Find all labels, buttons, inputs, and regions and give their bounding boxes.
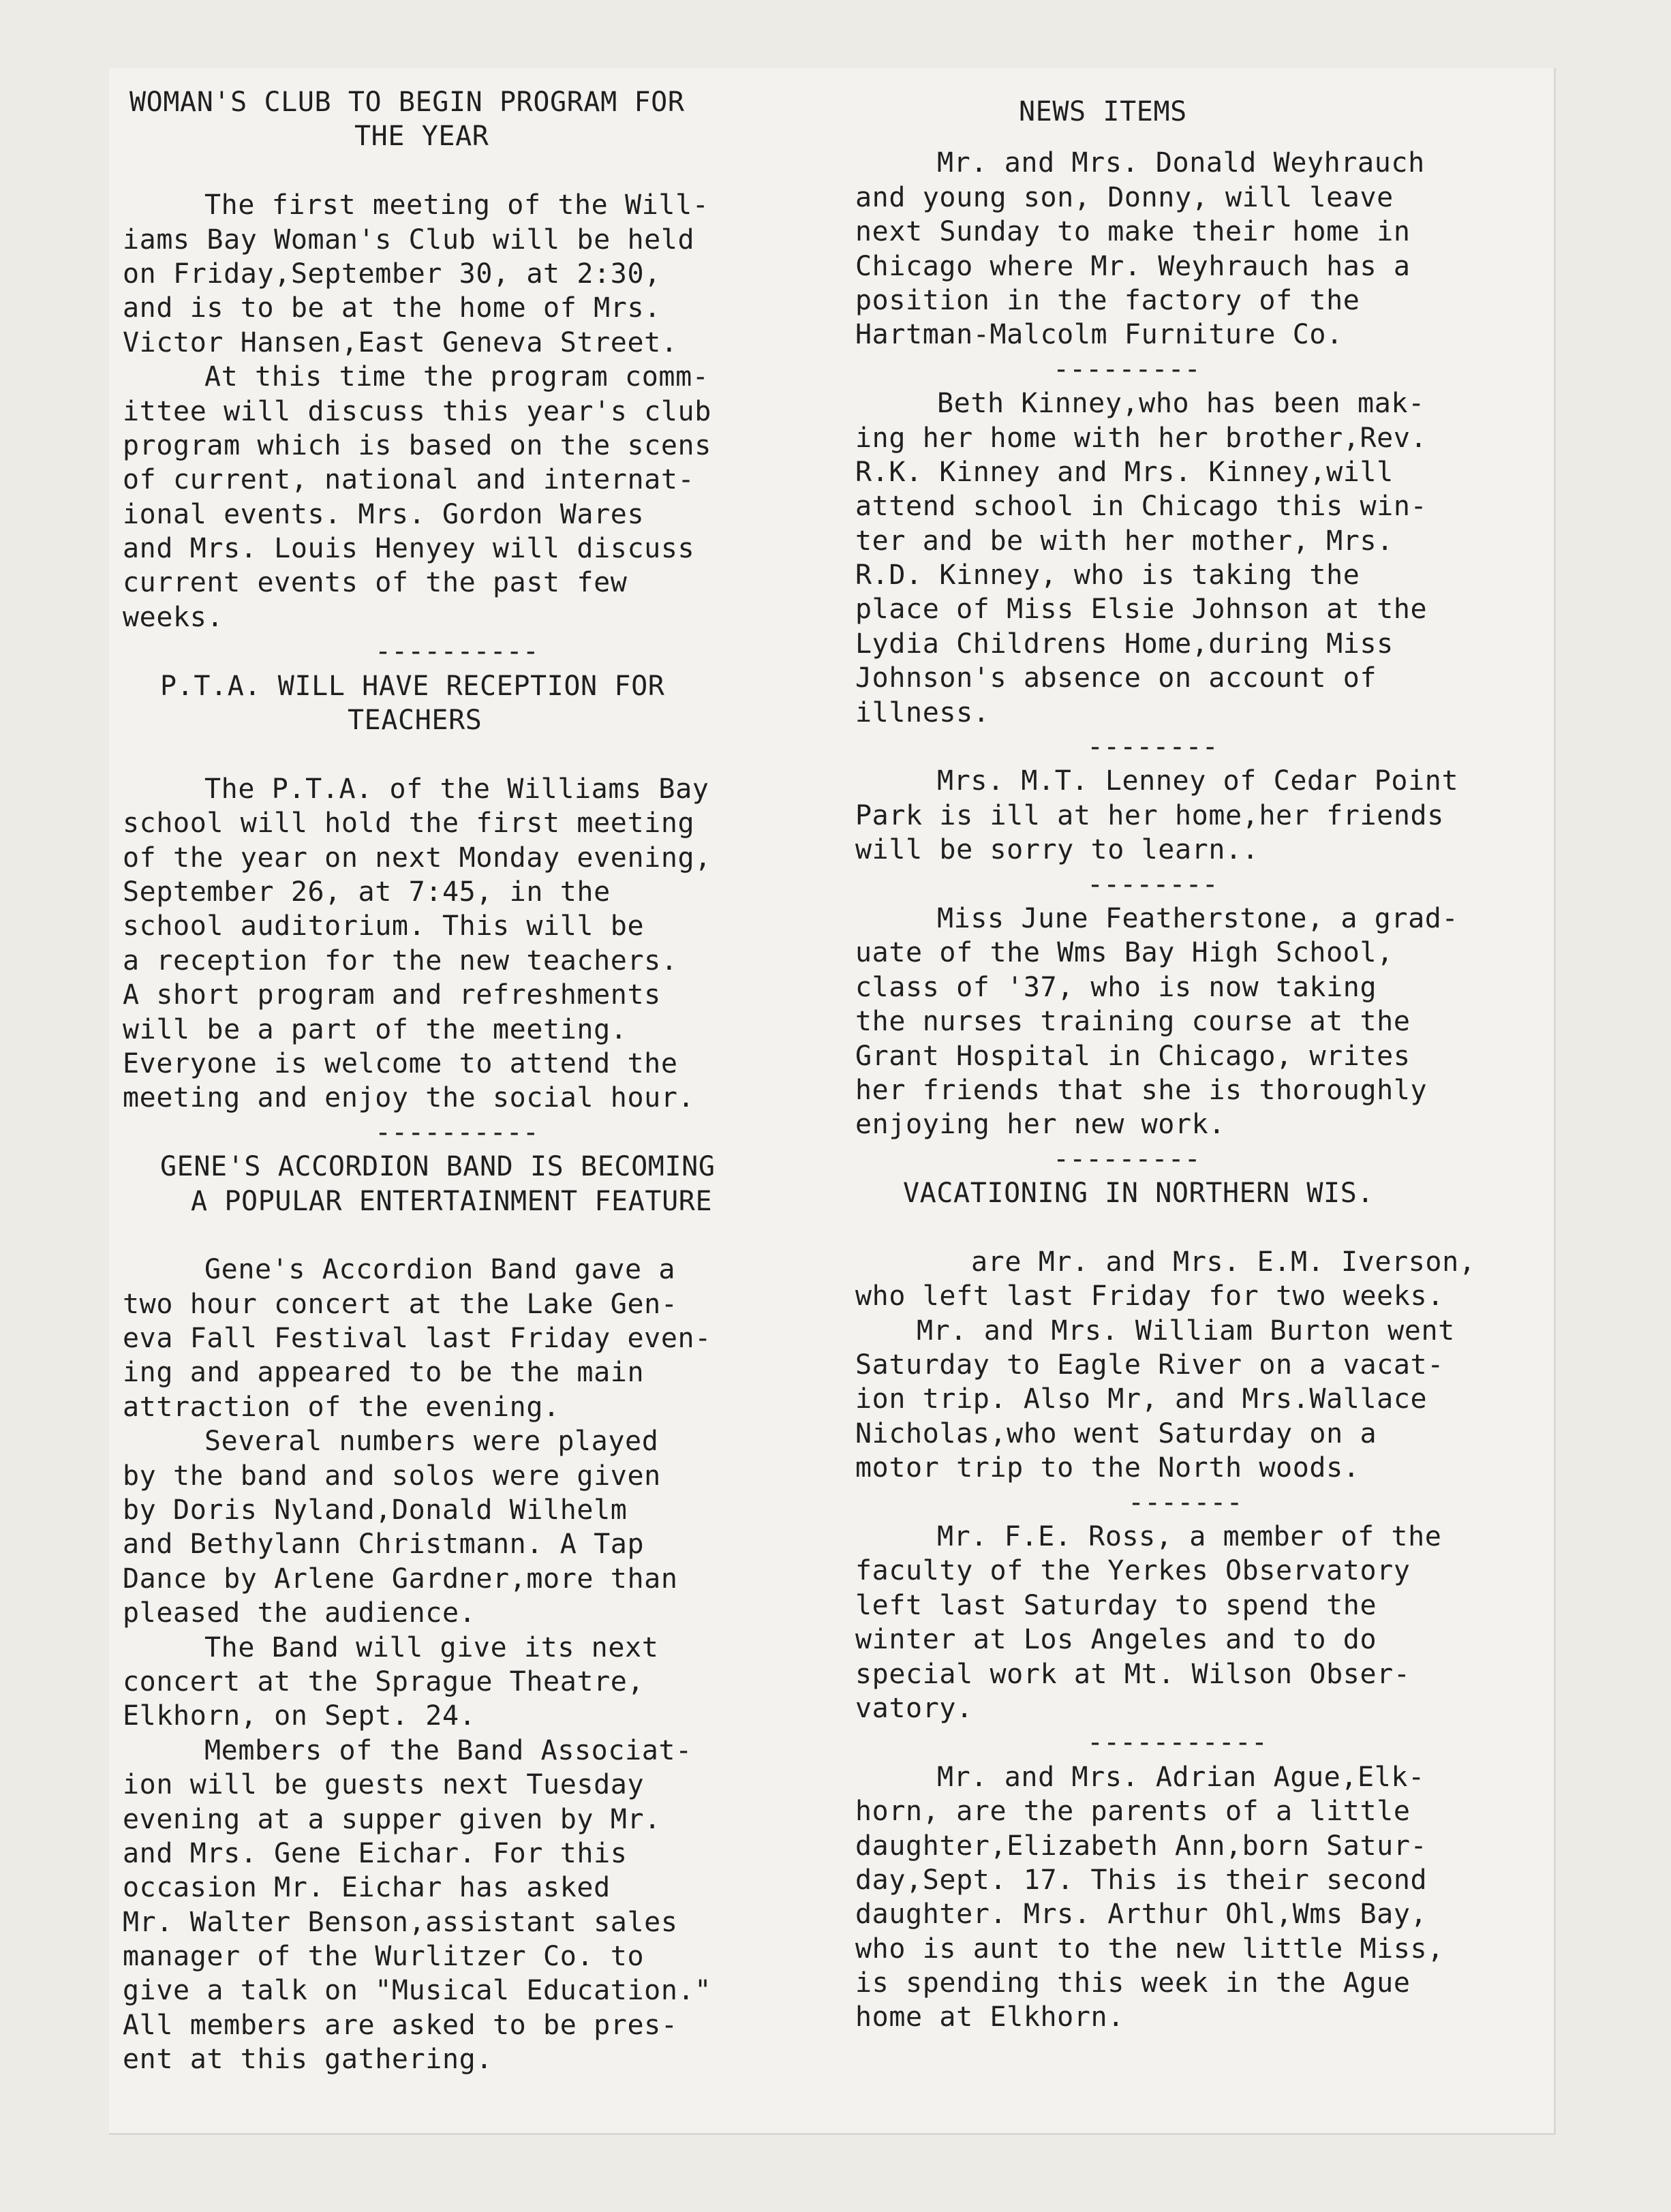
article-line: ion will be guests next Tuesday: [123, 1769, 645, 1801]
separator: -----------: [1087, 1727, 1268, 1759]
article-line: Gene's Accordion Band gave a: [204, 1254, 676, 1286]
article-line: September 26, at 7:45, in the: [123, 876, 611, 908]
article-line: meeting and enjoy the social hour.: [123, 1082, 695, 1114]
article-line: All members are asked to be pres-: [123, 2009, 678, 2041]
article-line: iams Bay Woman's Club will be held: [123, 224, 695, 256]
news-line: motor trip to the North woods.: [855, 1452, 1360, 1484]
article-line: give a talk on "Musical Education.": [123, 1975, 711, 2007]
news-line: Mr. F.E. Ross, a member of the: [937, 1521, 1442, 1553]
article-line: ional events. Mrs. Gordon Wares: [123, 498, 645, 530]
pta-headline: P.T.A. WILL HAVE RECEPTION FOR: [160, 670, 665, 702]
news-line: her friends that she is thoroughly: [855, 1074, 1428, 1106]
right-column: [855, 68, 1578, 2035]
article-line: and Mrs. Gene Eichar. For this: [123, 1837, 628, 1869]
article-line: ing and appeared to be the main: [123, 1357, 645, 1389]
newsletter-page: [109, 68, 1556, 2135]
news-line: daughter. Mrs. Arthur Ohl,Wms Bay,: [855, 1899, 1428, 1931]
separator: ----------: [375, 1116, 539, 1148]
article-line: and Bethylann Christmann. A Tap: [123, 1529, 645, 1561]
article-line: weeks.: [123, 601, 224, 633]
article-line: Several numbers were played: [204, 1426, 659, 1458]
article-line: two hour concert at the Lake Gen-: [123, 1288, 678, 1320]
article-line: Dance by Arlene Gardner,more than: [123, 1563, 678, 1595]
news-line: vatory.: [855, 1692, 973, 1724]
news-line: winter at Los Angeles and to do: [855, 1624, 1377, 1656]
news-line: Lydia Childrens Home,during Miss: [855, 628, 1394, 660]
news-line: day,Sept. 17. This is their second: [855, 1864, 1428, 1896]
article-line: Members of the Band Associat-: [204, 1734, 692, 1766]
woman-club-headline: THE YEAR: [354, 121, 489, 153]
article-line: eva Fall Festival last Friday even-: [123, 1323, 711, 1355]
article-line: on Friday,September 30, at 2:30,: [123, 258, 661, 290]
left-column: [123, 68, 852, 2077]
news-line: R.D. Kinney, who is taking the: [855, 559, 1360, 592]
article-line: Everyone is welcome to attend the: [123, 1047, 678, 1079]
news-line: will be sorry to learn..: [855, 834, 1259, 866]
news-line: the nurses training course at the: [855, 1006, 1411, 1038]
article-line: a reception for the new teachers.: [123, 944, 678, 977]
news-items-headline: NEWS ITEMS: [1019, 96, 1187, 127]
woman-club-headline: WOMAN'S CLUB TO BEGIN PROGRAM FOR: [129, 87, 685, 118]
news-line: are Mr. and Mrs. E.M. Iverson,: [971, 1246, 1476, 1278]
news-line: Nicholas,who went Saturday on a: [855, 1417, 1377, 1449]
article-line: program which is based on the scens: [123, 429, 711, 461]
separator: ----------: [375, 636, 539, 668]
article-line: attraction of the evening.: [123, 1391, 560, 1423]
news-line: who is aunt to the new little Miss,: [855, 1933, 1444, 1965]
article-line: by the band and solos were given: [123, 1460, 661, 1492]
article-line: concert at the Sprague Theatre,: [123, 1665, 645, 1698]
news-line: home at Elkhorn.: [855, 2001, 1124, 2033]
accordion-headline: GENE'S ACCORDION BAND IS BECOMING: [160, 1151, 716, 1183]
news-line: Mr. and Mrs. Donald Weyhrauch: [937, 147, 1425, 179]
accordion-headline: A POPULAR ENTERTAINMENT FEATURE: [191, 1185, 713, 1217]
news-line: attend school in Chicago this win-: [855, 491, 1428, 523]
article-line: and is to be at the home of Mrs.: [123, 292, 661, 324]
article-line: of the year on next Monday evening,: [123, 842, 711, 874]
news-line: horn, are the parents of a little: [855, 1796, 1411, 1828]
separator: --------: [1087, 868, 1218, 900]
separator: ---------: [1053, 1143, 1201, 1175]
news-line: class of '37, who is now taking: [855, 971, 1377, 1003]
article-line: evening at a supper given by Mr.: [123, 1803, 661, 1835]
news-line: Miss June Featherstone, a grad-: [937, 902, 1459, 934]
article-line: ent at this gathering.: [123, 2044, 493, 2076]
news-line: daughter,Elizabeth Ann,born Satur-: [855, 1830, 1428, 1862]
separator: -------: [1128, 1486, 1243, 1518]
article-line: A short program and refreshments: [123, 979, 661, 1011]
article-line: by Doris Nyland,Donald Wilhelm: [123, 1494, 628, 1526]
article-line: The first meeting of the Will-: [204, 189, 709, 221]
news-line: uate of the Wms Bay High School,: [855, 937, 1394, 969]
news-line: illness.: [855, 696, 990, 728]
news-line: Johnson's absence on account of: [855, 662, 1377, 694]
article-line: of current, national and internat-: [123, 464, 695, 496]
news-line: enjoying her new work.: [855, 1109, 1226, 1141]
article-line: ittee will discuss this year's club: [123, 395, 711, 427]
news-line: Beth Kinney,who has been mak-: [937, 388, 1425, 420]
article-line: Elkhorn, on Sept. 24.: [123, 1700, 476, 1732]
article-line: Victor Hansen,East Geneva Street.: [123, 326, 678, 358]
news-line: faculty of the Yerkes Observatory: [855, 1555, 1411, 1587]
vacation-headline: VACATIONING IN NORTHERN WIS.: [903, 1178, 1375, 1210]
news-line: next Sunday to make their home in: [855, 216, 1411, 248]
news-line: position in the factory of the: [855, 284, 1360, 316]
news-line: left last Saturday to spend the: [855, 1589, 1377, 1621]
news-line: Chicago where Mr. Weyhrauch has a: [855, 250, 1411, 282]
separator: ---------: [1053, 353, 1201, 385]
news-line: R.K. Kinney and Mrs. Kinney,will: [855, 456, 1394, 488]
news-line: who left last Friday for two weeks.: [855, 1280, 1444, 1312]
article-line: school will hold the first meeting: [123, 808, 695, 840]
news-line: place of Miss Elsie Johnson at the: [855, 594, 1428, 626]
article-line: pleased the audience.: [123, 1597, 476, 1629]
article-line: will be a part of the meeting.: [123, 1013, 628, 1045]
separator: --------: [1087, 731, 1218, 763]
article-line: manager of the Wurlitzer Co. to: [123, 1941, 645, 1973]
news-line: ion trip. Also Mr, and Mrs.Wallace: [855, 1383, 1428, 1415]
news-line: Mr. and Mrs. William Burton went: [917, 1315, 1455, 1347]
news-line: Grant Hospital in Chicago, writes: [855, 1040, 1411, 1072]
news-line: Mrs. M.T. Lenney of Cedar Point: [937, 765, 1459, 797]
article-line: At this time the program comm-: [204, 361, 709, 393]
article-line: current events of the past few: [123, 567, 628, 599]
pta-headline: TEACHERS: [348, 705, 482, 737]
article-line: and Mrs. Louis Henyey will discuss: [123, 533, 695, 565]
news-line: Park is ill at her home,her friends: [855, 799, 1444, 831]
article-line: school auditorium. This will be: [123, 910, 645, 942]
article-line: occasion Mr. Eichar has asked: [123, 1872, 611, 1904]
news-line: ing her home with her brother,Rev.: [855, 422, 1428, 454]
news-line: is spending this week in the Ague: [855, 1967, 1411, 1999]
news-line: ter and be with her mother, Mrs.: [855, 525, 1394, 557]
news-line: Hartman-Malcolm Furniture Co.: [855, 319, 1343, 351]
article-line: The P.T.A. of the Williams Bay: [204, 773, 709, 805]
article-line: Mr. Walter Benson,assistant sales: [123, 1906, 678, 1938]
news-line: Saturday to Eagle River on a vacat-: [855, 1349, 1444, 1381]
news-line: Mr. and Mrs. Adrian Ague,Elk-: [937, 1761, 1425, 1793]
article-line: The Band will give its next: [204, 1631, 659, 1663]
news-line: special work at Mt. Wilson Obser-: [855, 1658, 1411, 1690]
news-line: and young son, Donny, will leave: [855, 181, 1394, 213]
